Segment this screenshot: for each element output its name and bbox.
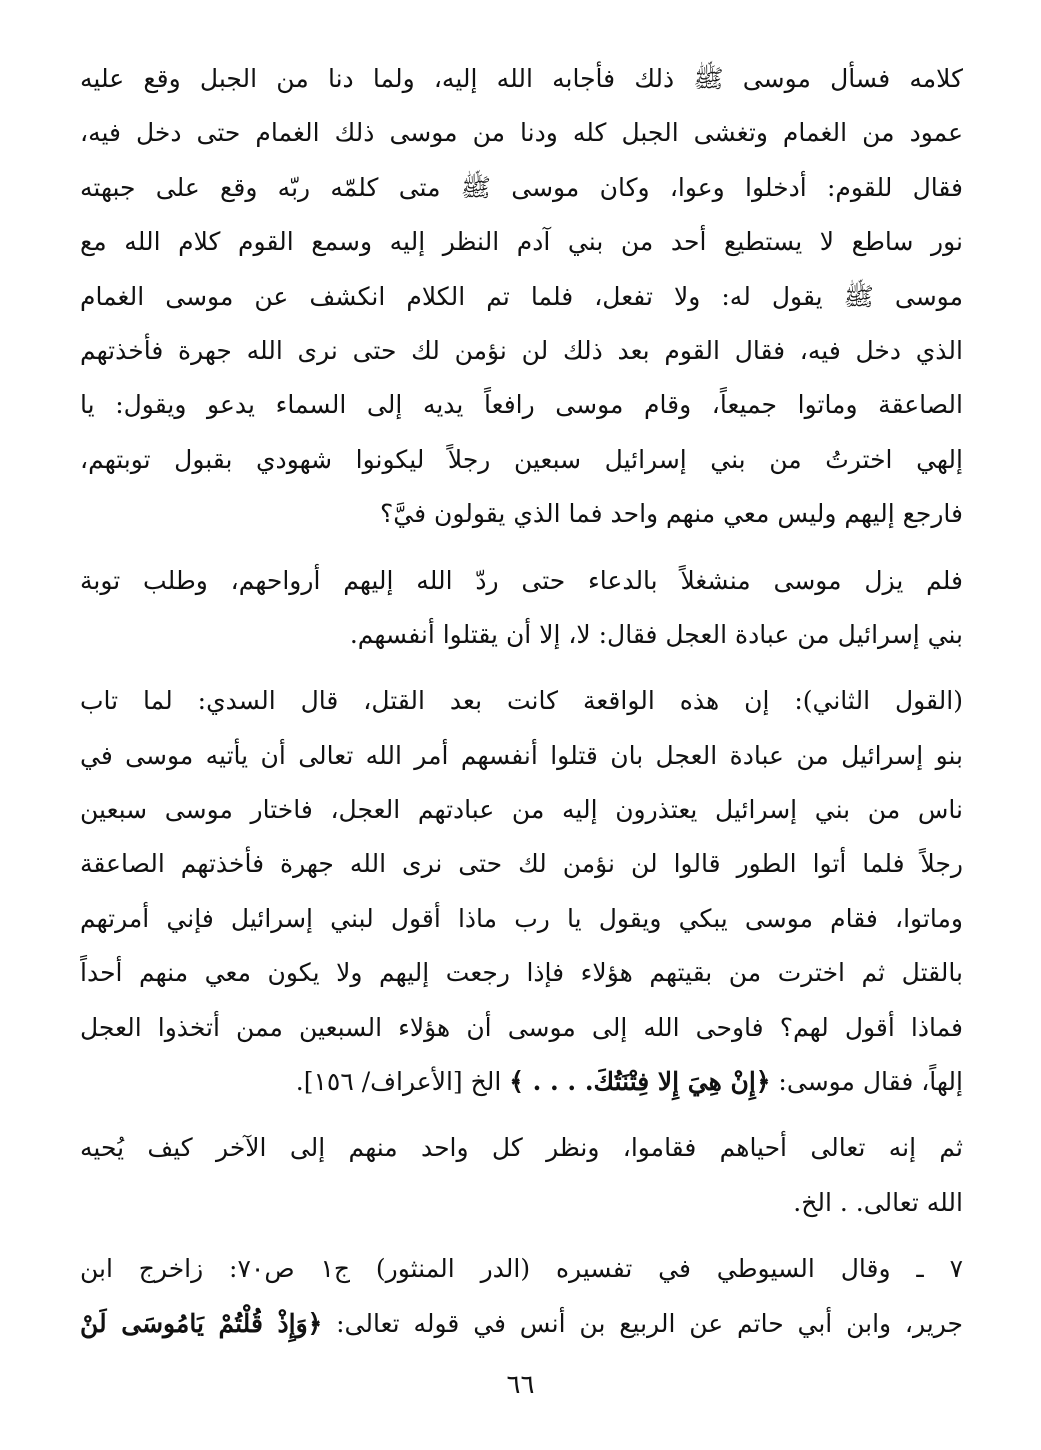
text-line: ناس من بني إسرائيل يعتذرون إليه من عبادتهم العجل، فاختار موسى سبعين (80, 795, 963, 825)
text-line: ٧ ـ وقال السيوطي في تفسيره (الدر المنثور) ج١ ص٧٠: زاخرج ابن (80, 1254, 963, 1284)
text-line: بنو إسرائيل من عبادة العجل بان قتلوا أنفسهم أمر الله تعالى أن يأتيه موسى في (80, 740, 963, 770)
line-text-after: الخ [الأعراف/ ١٥٦]. (295, 1067, 510, 1097)
paragraph-3 (80, 674, 963, 1109)
text-line: كلامه فسأل موسى ﷺ ذلك فأجابه الله إليه، ولما دنا من الجبل وقع عليه (80, 64, 963, 93)
text-line-with-quran-quote (80, 1297, 963, 1351)
paragraph-5 (80, 1242, 963, 1351)
text-line: الصاعقة وماتوا جميعاً، وقام موسى رافعاً يديه إلى السماء يدعو ويقول: يا (80, 390, 963, 420)
text-line-with-quran-quote (80, 1055, 963, 1109)
quran-quote: ﴿إِنْ هِيَ إِلا فِتْنَتُكَ. . . . ﴾ (509, 1067, 771, 1097)
text-line: (القول الثاني): إن هذه الواقعة كانت بعد القتل، قال السدي: لما تاب (80, 686, 963, 716)
line-text-before: جرير، وابن أبي حاتم عن الربيع بن أنس في قوله تعالى: (322, 1308, 963, 1338)
quran-quote: ﴿وَإِذْ قُلْتُمْ يَامُوسَى لَنْ (80, 1308, 323, 1338)
text-line: عمود من الغمام وتغشى الجبل كله ودنا من موسى ذلك الغمام حتى دخل فيه، (80, 118, 963, 148)
text-line: ثم إنه تعالى أحياهم فقاموا، ونظر كل واحد منهم إلى الآخر كيف يُحيه (80, 1133, 963, 1163)
paragraph-4 (80, 1121, 963, 1230)
line-text-before: إلهاً، فقال موسى: (770, 1067, 963, 1097)
paragraph-2 (80, 554, 963, 663)
text-line: فماذا أقول لهم؟ فاوحى الله إلى موسى أن هؤلاء السبعين ممن أتخذوا العجل (80, 1012, 963, 1042)
text-line: فارجع إليهم وليس معي منهم واحد فما الذي يقولون فيَّ؟ (379, 499, 963, 529)
paragraph-1 (80, 52, 963, 542)
text-line: الله تعالى. . الخ. (793, 1187, 963, 1217)
text-line: نور ساطع لا يستطيع أحد من بني آدم النظر إليه وسمع القوم كلام الله مع (80, 227, 963, 257)
text-line: إلهي اخترتُ من بني إسرائيل سبعين رجلاً ليكونوا شهودي بقبول توبتهم، (80, 444, 963, 474)
page-number: ٦٦ (506, 1370, 535, 1400)
text-line: رجلاً فلما أتوا الطور قالوا لن نؤمن لك حتى نرى الله جهرة فأخذتهم الصاعقة (80, 849, 963, 879)
text-line: موسى ﷺ يقول له: ولا تفعل، فلما تم الكلام انكشف عن موسى الغمام (80, 281, 963, 311)
text-line: بني إسرائيل من عبادة العجل فقال: لا، إلا أن يقتلوا أنفسهم. (349, 619, 963, 649)
body-text (80, 52, 963, 1351)
text-line: الذي دخل فيه، فقال القوم بعد ذلك لن نؤمن لك حتى نرى الله جهرة فأخذتهم (80, 335, 963, 365)
text-line: فلم يزل موسى منشغلاً بالدعاء حتى ردّ الله إليهم أرواحهم، وطلب توبة (80, 565, 963, 595)
text-line: بالقتل ثم اخترت من بقيتهم هؤلاء فإذا رجعت إليهم ولا يكون معي منهم أحداً (80, 958, 963, 988)
text-line: وماتوا، فقام موسى يبكي ويقول يا رب ماذا أقول لبني إسرائيل فإني أمرتهم (80, 903, 963, 933)
text-line: فقال للقوم: أدخلوا وعوا، وكان موسى ﷺ متى كلمّه ربّه وقع على جبهته (80, 172, 963, 202)
